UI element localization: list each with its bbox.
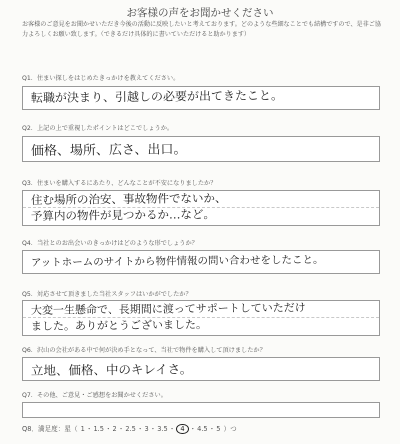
page-title: お客様の声をお聞かせください	[126, 7, 274, 19]
rating-separator: ・	[85, 425, 93, 433]
question-2-label: Q2．上記の上で重視したポイントはどこでしょうか。	[22, 125, 174, 132]
rating-separator: ・	[168, 425, 176, 433]
answer-5-line-2: ました。ありがとうございました。	[30, 318, 208, 333]
rating-separator: ・	[104, 425, 112, 433]
question-4-label: Q4．当社とのお出会いのきっかけはどのような形でしょうか？	[22, 240, 198, 247]
rating-option-5: 5	[216, 425, 221, 433]
rating-option-3-5: 3.5	[157, 425, 168, 433]
rating-separator: ・	[149, 425, 157, 433]
answer-box-4	[22, 250, 380, 274]
rating-separator: ・	[117, 425, 125, 433]
answer-5-line-1: 大変一生懸命で、長期間に渡ってサポートしていただけ	[30, 301, 306, 317]
question-7-label: Q7．その他、ご意見・ご感想をお聞かせください。	[22, 392, 167, 399]
q8-label: Q8．満足度：星（	[22, 425, 78, 433]
answer-box-5	[22, 300, 380, 336]
rating-separator: ・	[136, 425, 144, 433]
rating-option-2: 2	[112, 425, 117, 433]
satisfaction-rating	[22, 423, 237, 434]
answer-box-2	[22, 136, 380, 162]
answer-1-line-1: 転職が決まり、引越しの必要が出てきたこと。	[30, 88, 284, 105]
question-3-label: Q3．住まいを購入するにあたり、どんなことが不安になりましたか？	[22, 180, 217, 187]
answer-box-1	[22, 86, 380, 110]
rating-option-2-5: 2.5	[125, 425, 136, 433]
rating-separator: ・	[189, 425, 197, 433]
rating-option-3: 3	[144, 425, 149, 433]
rating-option-1-5: 1.5	[93, 425, 104, 433]
rating-options	[80, 425, 222, 433]
rating-separator: ・	[208, 425, 216, 433]
rating-option-1: 1	[80, 425, 85, 433]
rating-option-4-5: 4.5	[197, 425, 208, 433]
q8-suffix: ）つ	[223, 425, 237, 433]
intro-text: お客様のご意見をお聞かせいただき今後の活動に反映したいと考えております。どのような些細なことでも結構ですので、是非ご協力よろしくお願い致します。（できるだけ具体的に書いていただけると助かります）	[22, 21, 381, 38]
answer-2-line-1: 価格、場所、広さ、出口。	[30, 142, 187, 159]
question-6-label: Q6．沢山の会社がある中で何が決め手となって、当社で物件を購入して頂けましたか？	[22, 347, 266, 354]
rating-option-4: 4	[176, 424, 188, 434]
answer-3-line-1: 住む場所の治安、事故物件でないか、	[30, 190, 227, 207]
answer-6-line-1: 立地、価格、中のキレイさ。	[30, 361, 193, 378]
answer-3-line-2: 予算内の物件が見つかるか…など。	[30, 207, 216, 223]
answer-4-line-1: アットホームのサイトから物件情報の問い合わせをしたこと。	[30, 253, 324, 269]
answer-box-3	[22, 190, 380, 226]
question-5-label: Q5．対応させて頂きました当社スタッフはいかがでしたか？	[22, 291, 192, 298]
answer-box-6	[22, 357, 380, 381]
answer-box-7	[22, 402, 380, 418]
question-1-label: Q1．住まい探しをはじめたきっかけを教えてください。	[22, 75, 180, 82]
